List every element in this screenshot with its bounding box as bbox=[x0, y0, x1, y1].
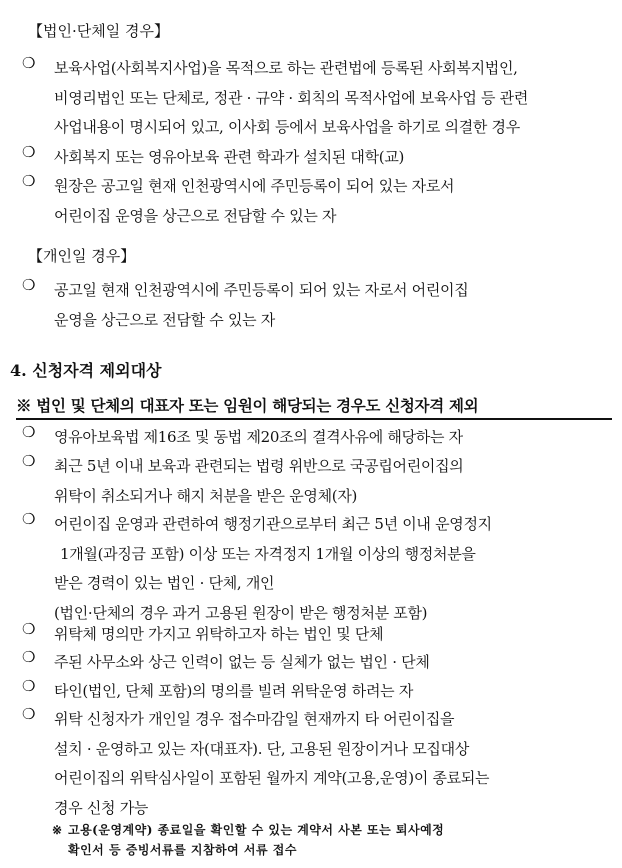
list-item-text bbox=[54, 705, 608, 823]
list-item bbox=[22, 423, 608, 453]
section-4-title: 4. 신청자격 제외대상 bbox=[10, 361, 162, 380]
circle-bullet-icon: ❍ bbox=[22, 276, 36, 294]
text-line: 경우 신청 가능 bbox=[54, 798, 149, 817]
circle-bullet-icon: ❍ bbox=[22, 510, 36, 528]
text-line: 위탁이 취소되거나 해지 처분을 받은 운영체(자) bbox=[54, 486, 358, 505]
list-item-text bbox=[54, 54, 608, 143]
list-item bbox=[22, 452, 608, 511]
list-item bbox=[22, 54, 608, 143]
text-line: 주된 사무소와 상근 인력이 없는 등 실체가 없는 법인 · 단체 bbox=[54, 653, 430, 671]
text-line: 영유아보육법 제16조 및 동법 제20조의 결격사유에 해당하는 자 bbox=[54, 428, 463, 446]
list-item bbox=[22, 620, 608, 650]
list-item bbox=[22, 705, 608, 823]
list-item-text bbox=[54, 648, 608, 678]
text-line: 설치 · 운영하고 있는 자(대표자). 단, 고용된 원장이거나 모집대상 bbox=[54, 739, 470, 758]
list-item bbox=[22, 677, 608, 707]
list-item bbox=[22, 143, 608, 173]
circle-bullet-icon: ❍ bbox=[22, 54, 36, 72]
list-item-text bbox=[54, 620, 608, 650]
text-line: 어린이집의 위탁심사일이 포함된 월까지 계약(고용,운영)이 종료되는 bbox=[54, 769, 490, 787]
text-line: 고용(운영계약) 종료일을 확인할 수 있는 계약서 사본 또는 퇴사예정 bbox=[68, 823, 445, 837]
list-item bbox=[22, 510, 608, 628]
circle-bullet-icon: ❍ bbox=[22, 172, 36, 190]
text-line: 사업내용이 명시되어 있고, 이사회 등에서 보육사업을 하기로 의결한 경우 bbox=[54, 118, 520, 136]
text-line: 운영을 상근으로 전담할 수 있는 자 bbox=[54, 310, 276, 329]
corporate-section-header: 【법인·단체일 경우】 bbox=[28, 22, 169, 40]
text-line: 최근 5년 이내 보육과 관련되는 법령 위반으로 국공립어린이집의 bbox=[54, 457, 464, 475]
reference-mark-icon: ※ bbox=[52, 823, 63, 837]
text-line: 비영리법인 또는 단체로, 정관 · 규약 · 회칙의 목적사업에 보육사업 등 관련 bbox=[54, 88, 529, 107]
list-item bbox=[22, 276, 608, 335]
circle-bullet-icon: ❍ bbox=[22, 705, 36, 723]
list-item-text bbox=[54, 172, 608, 231]
circle-bullet-icon: ❍ bbox=[22, 423, 36, 441]
circle-bullet-icon: ❍ bbox=[22, 648, 36, 666]
list-item bbox=[22, 648, 608, 678]
list-item-text bbox=[54, 452, 608, 511]
footnote-text bbox=[68, 820, 444, 860]
text-line: 원장은 공고일 현재 인천광역시에 주민등록이 되어 있는 자로서 bbox=[54, 177, 455, 195]
text-line: 어린이집 운영을 상근으로 전담할 수 있는 자 bbox=[54, 206, 337, 225]
text-line: 공고일 현재 인천광역시에 주민등록이 되어 있는 자로서 어린이집 bbox=[54, 281, 469, 299]
list-item-text bbox=[54, 510, 608, 628]
circle-bullet-icon: ❍ bbox=[22, 620, 36, 638]
text-line: 확인서 등 증빙서류를 지참하여 서류 접수 bbox=[68, 843, 297, 857]
text-line: 타인(법인, 단체 포함)의 명의를 빌려 위탁운영 하려는 자 bbox=[54, 682, 414, 700]
list-item-text bbox=[54, 276, 608, 335]
text-line: (법인·단체의 경우 과거 고용된 원장이 받은 행정처분 포함) bbox=[54, 603, 428, 622]
list-item bbox=[22, 172, 608, 231]
text-line: 보육사업(사회복지사업)을 목적으로 하는 관련법에 등록된 사회복지법인, bbox=[54, 59, 518, 77]
text-line: 위탁 신청자가 개인일 경우 접수마감일 현재까지 타 어린이집을 bbox=[54, 710, 455, 728]
text-line: 어린이집 운영과 관련하여 행정기관으로부터 최근 5년 이내 운영정지 bbox=[54, 515, 492, 533]
individual-section-header: 【개인일 경우】 bbox=[28, 247, 136, 265]
list-item-text bbox=[54, 143, 608, 173]
text-line: 사회복지 또는 영유아보육 관련 학과가 설치된 대학(교) bbox=[54, 148, 405, 166]
list-item-text bbox=[54, 423, 608, 453]
section-4-notice: ※ 법인 및 단체의 대표자 또는 임원이 해당되는 경우도 신청자격 제외 bbox=[16, 394, 612, 420]
circle-bullet-icon: ❍ bbox=[22, 143, 36, 161]
circle-bullet-icon: ❍ bbox=[22, 452, 36, 470]
circle-bullet-icon: ❍ bbox=[22, 677, 36, 695]
text-line: 받은 경력이 있는 법인 · 단체, 개인 bbox=[54, 574, 275, 592]
list-item-text bbox=[54, 677, 608, 707]
footnote bbox=[52, 820, 444, 860]
text-line: 위탁체 명의만 가지고 위탁하고자 하는 법인 및 단체 bbox=[54, 625, 384, 643]
text-line: 1개월(과징금 포함) 이상 또는 자격정지 1개월 이상의 행정처분을 bbox=[60, 544, 476, 563]
